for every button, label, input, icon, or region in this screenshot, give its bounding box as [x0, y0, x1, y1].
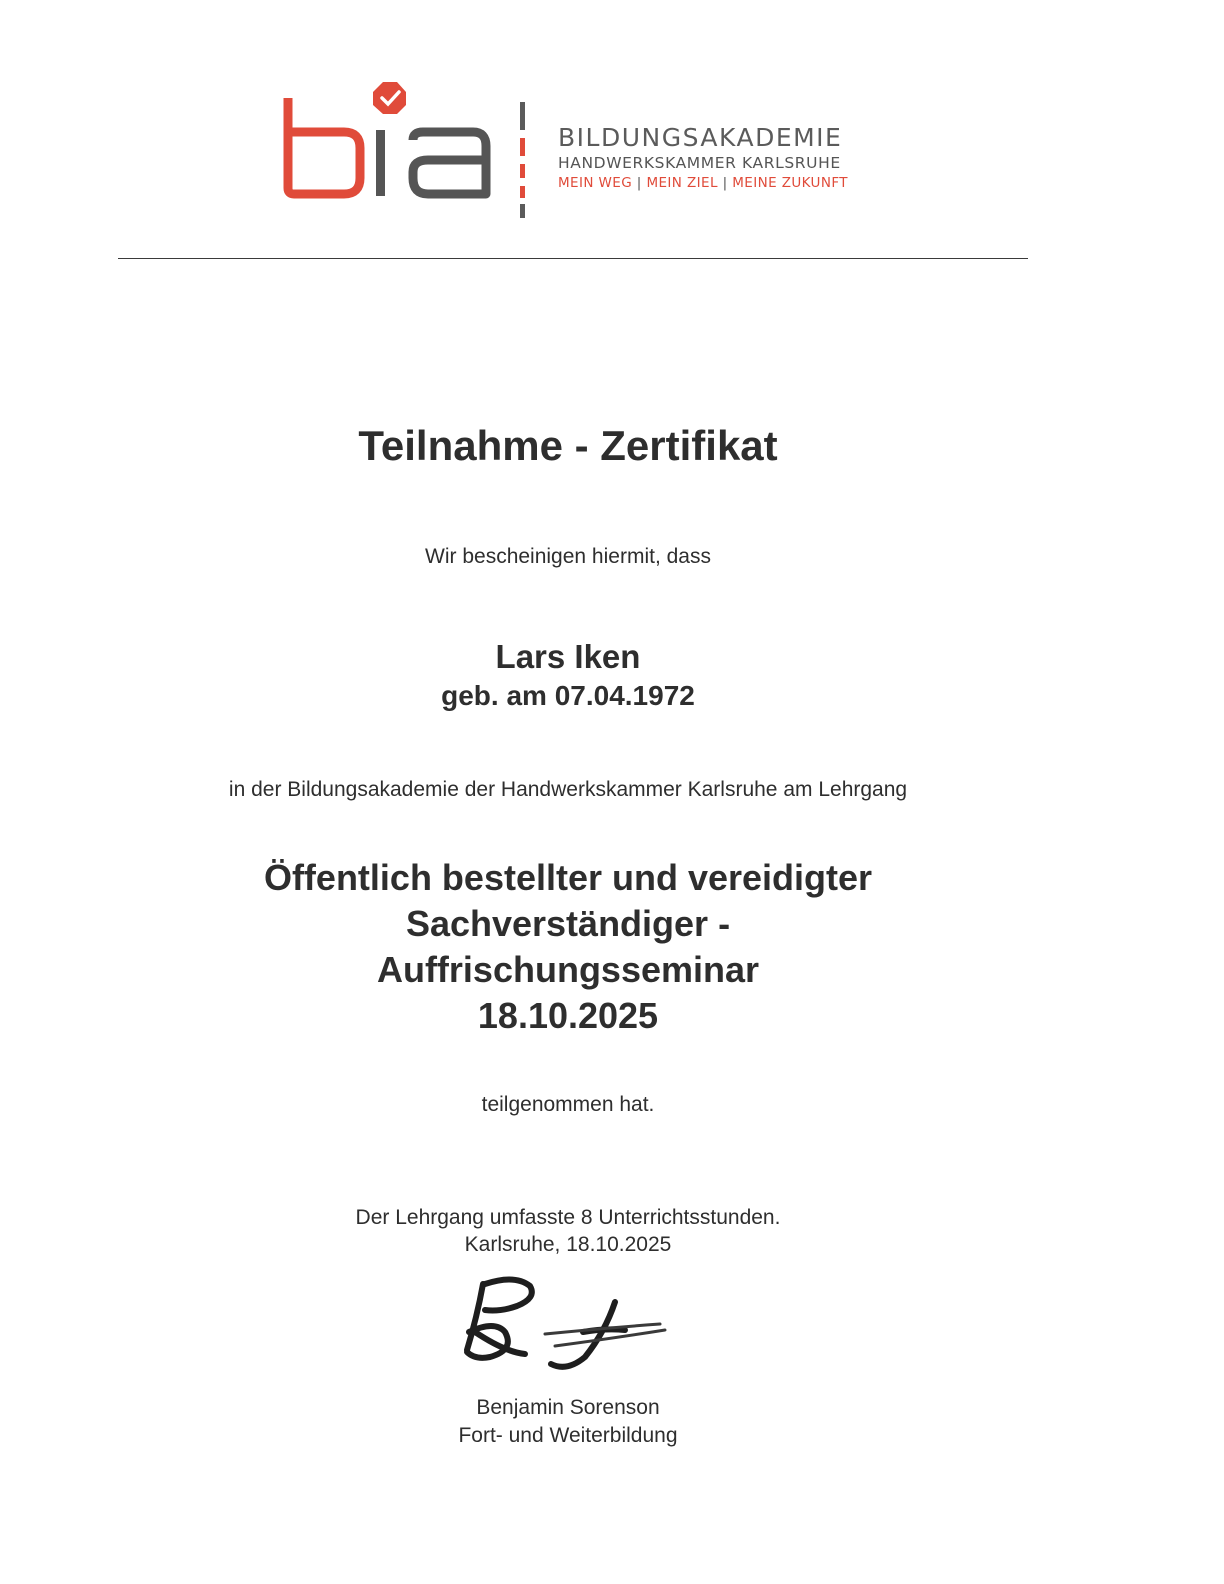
hours-text: Der Lehrgang umfasste 8 Unterrichtsstunden.	[355, 1206, 781, 1229]
course-title	[0, 855, 1136, 1039]
course-info	[0, 1204, 1136, 1258]
claim-part: MEINE ZUKUNFT	[732, 175, 848, 191]
signatory-role: Fort- und Weiterbildung	[458, 1424, 678, 1447]
logo-claim	[558, 174, 888, 192]
bia-logo	[278, 78, 878, 223]
certificate-title: Teilnahme - Zertifikat	[358, 422, 778, 469]
signatory-name: Benjamin Sorenson	[476, 1396, 660, 1419]
participated-text: teilgenommen hat.	[481, 1093, 655, 1116]
bia-logo-mark-icon	[278, 78, 538, 223]
header-divider	[118, 258, 1028, 259]
course-line: Auffrischungsseminar	[376, 949, 760, 990]
logo-title: BILDUNGSAKADEMIE	[558, 123, 843, 152]
intro-text: Wir bescheinigen hiermit, dass	[425, 545, 711, 568]
claim-separator: |	[722, 175, 728, 191]
logo-subtitle: HANDWERKSKAMMER KARLSRUHE	[558, 154, 841, 172]
signatory	[0, 1394, 1136, 1450]
birth-date: geb. am 07.04.1972	[441, 680, 695, 711]
claim-part: MEIN WEG	[558, 175, 633, 191]
course-line: 18.10.2025	[477, 995, 659, 1036]
claim-part: MEIN ZIEL	[646, 175, 718, 191]
academy-line: in der Bildungsakademie der Handwerkskammer Karlsruhe am Lehrgang	[228, 778, 908, 801]
logo-text	[558, 124, 888, 192]
course-line: Öffentlich bestellter und vereidigter	[263, 857, 873, 898]
signature-icon	[455, 1272, 675, 1382]
participant-name: Lars Iken	[495, 638, 641, 675]
place-date: Karlsruhe, 18.10.2025	[464, 1233, 672, 1256]
claim-separator: |	[636, 175, 642, 191]
course-line: Sachverständiger -	[405, 903, 731, 944]
